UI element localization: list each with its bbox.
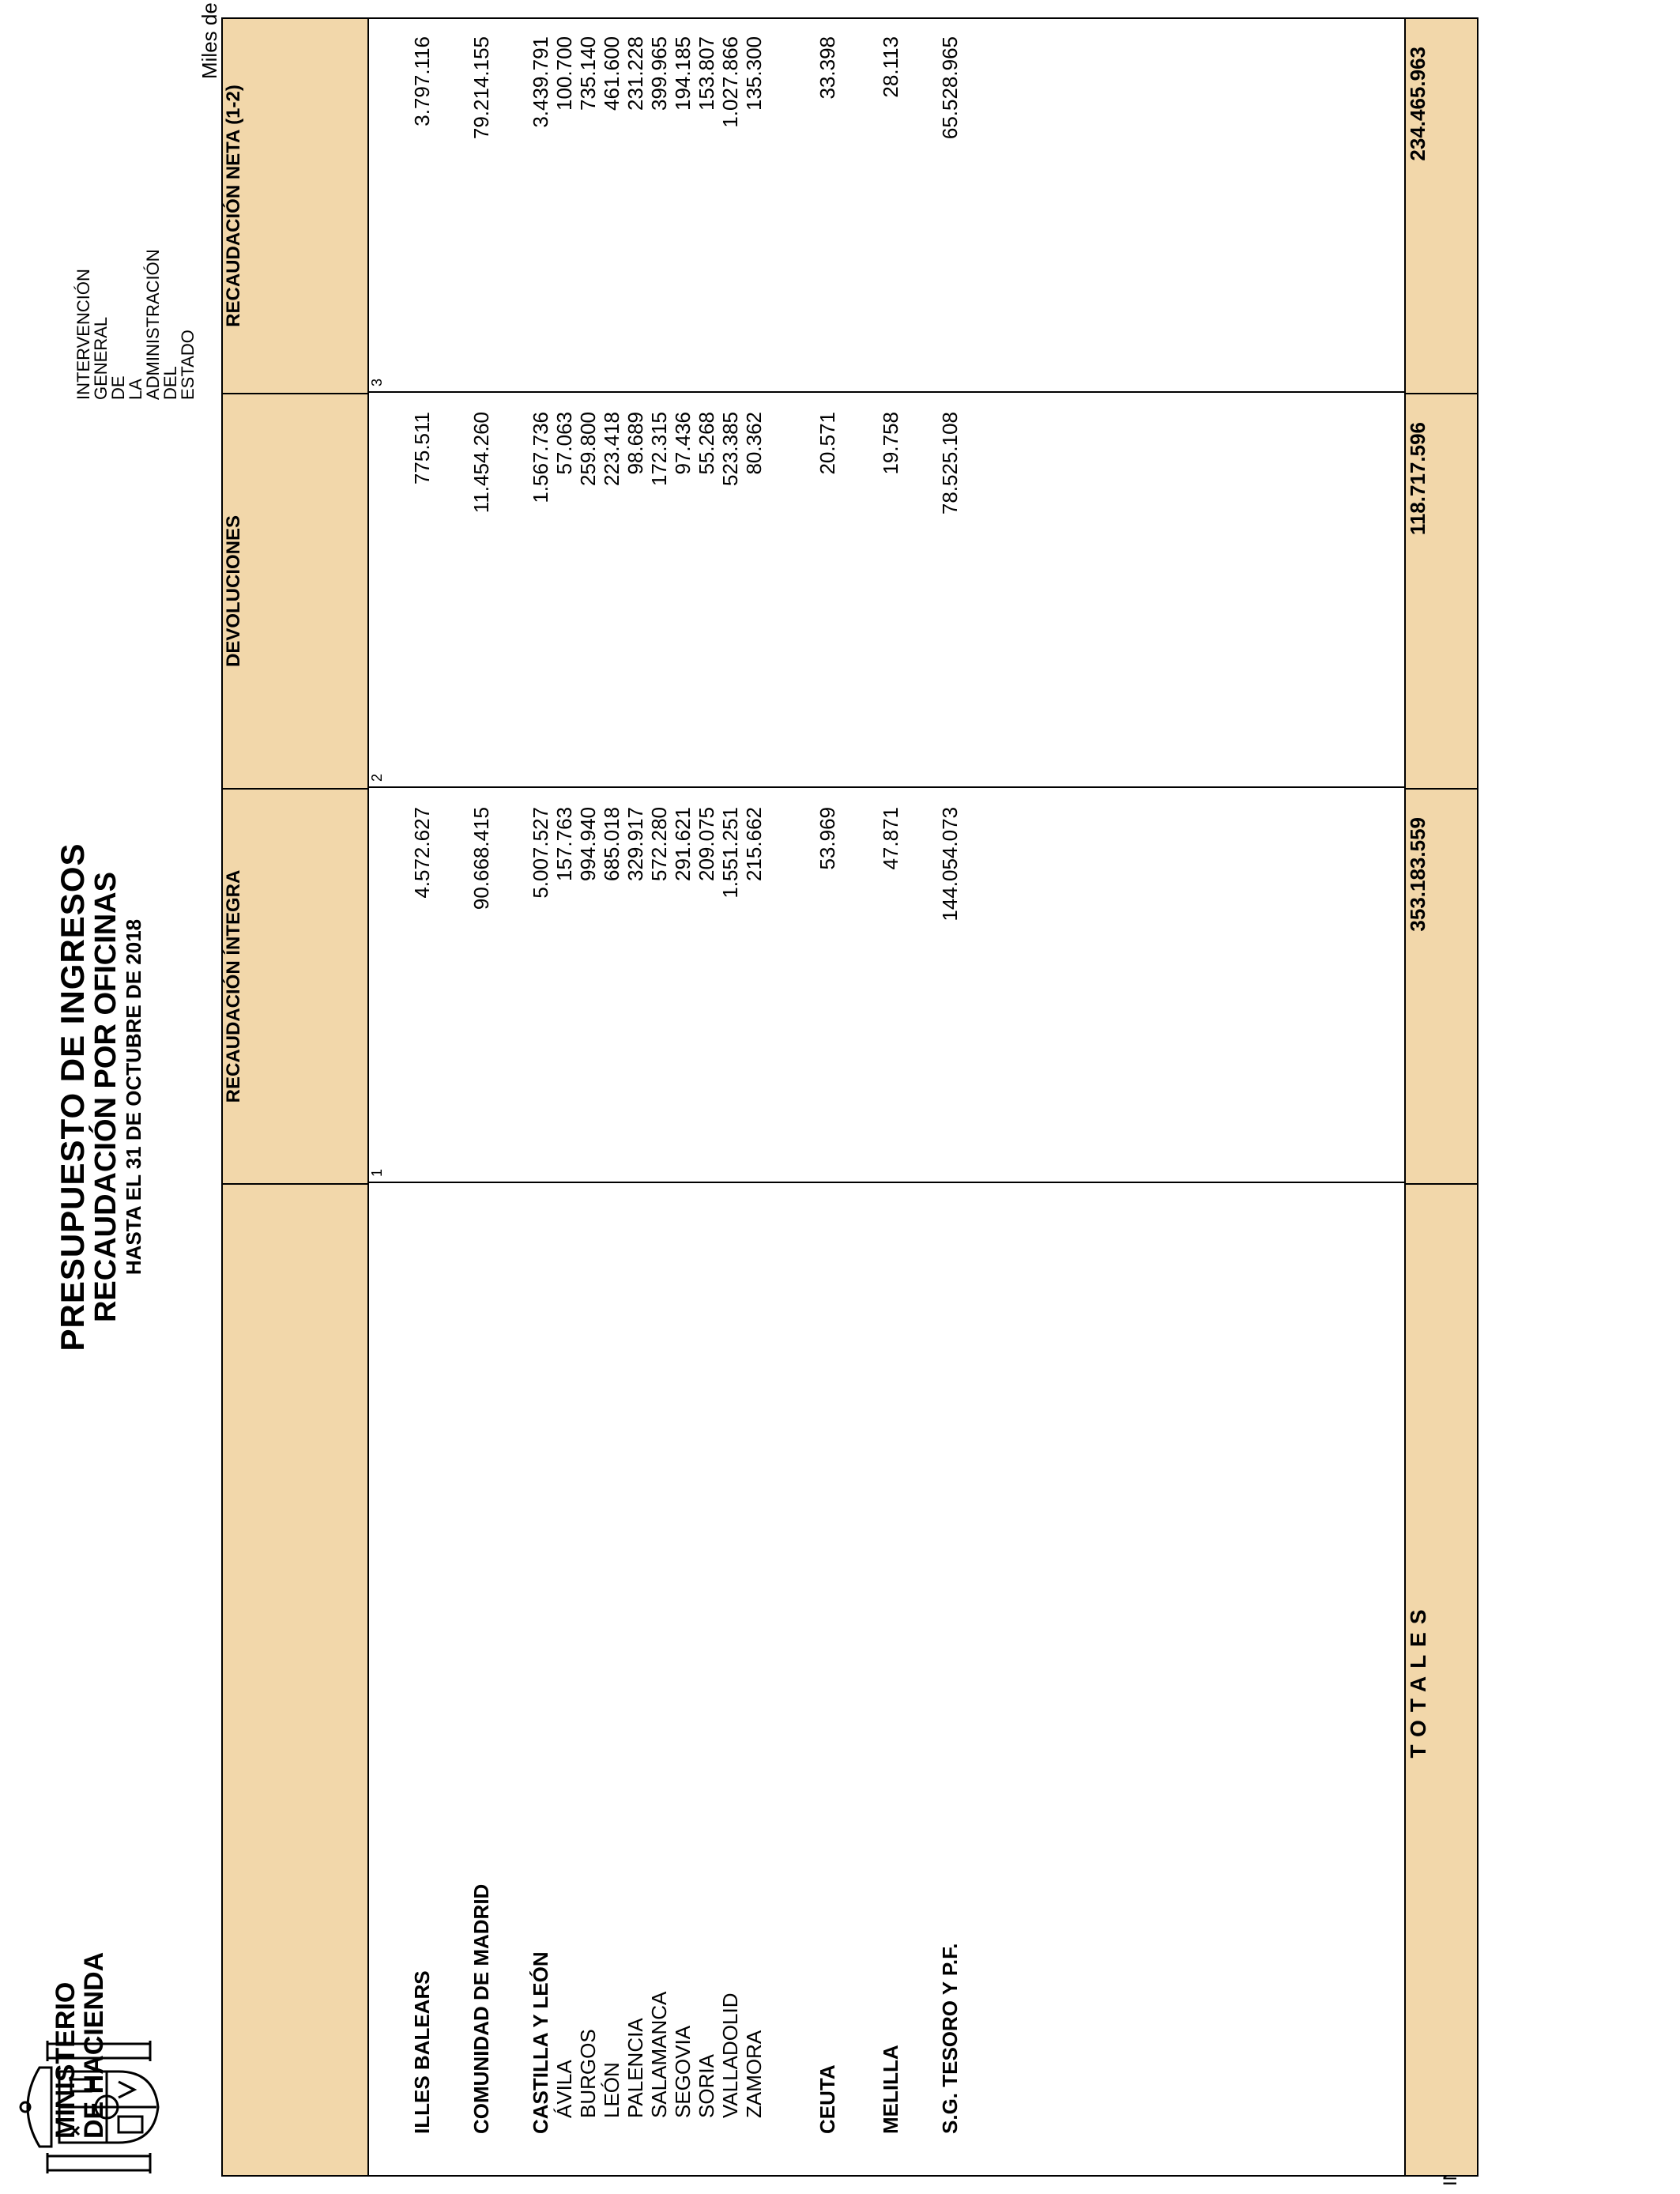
row-integra-value: 572.280 (647, 807, 671, 881)
row-neta-value: 100.700 (552, 36, 576, 111)
row-devoluciones-value: 775.511 (410, 412, 434, 485)
row-neta-value: 194.185 (671, 36, 695, 111)
row-devoluciones-value: 19.758 (879, 412, 902, 475)
table-row (465, 19, 497, 2175)
column-number-3: 3 (369, 378, 385, 386)
ministry-line-2: DE HACIENDA (79, 1951, 109, 2139)
row-neta-value: 28.113 (879, 36, 902, 98)
row-devoluciones-value: 55.268 (695, 412, 718, 475)
row-office-name: SALAMANCA (647, 1991, 671, 2118)
row-neta-value: 735.140 (576, 36, 600, 111)
row-devoluciones-value: 1.567.736 (529, 412, 552, 503)
table-row (934, 19, 966, 2175)
row-integra-value: 291.621 (671, 807, 695, 881)
row-devoluciones-value: 20.571 (816, 412, 839, 475)
row-integra-value: 209.075 (695, 807, 718, 881)
table-row (738, 19, 770, 2175)
row-integra-value: 994.940 (576, 807, 600, 881)
row-office-name: CEUTA (816, 2064, 839, 2134)
row-office-name: VALLADOLID (718, 1992, 742, 2118)
header-office (222, 1184, 368, 2176)
row-devoluciones-value: 172.315 (647, 412, 671, 486)
table-row (812, 19, 843, 2175)
row-office-name: SORIA (695, 2054, 718, 2118)
row-integra-value: 329.917 (623, 807, 647, 881)
row-neta-value: 33.398 (816, 36, 839, 100)
row-devoluciones-value: 97.436 (671, 412, 695, 475)
row-office-name: COMUNIDAD DE MADRID (469, 1883, 493, 2134)
row-neta-value: 461.600 (600, 36, 623, 111)
row-devoluciones-value: 11.454.260 (469, 412, 493, 514)
rotated-page: MINISTERIO DE HACIENDA PRESUPUESTO DE INGRESOS RECAUDACIÓN POR OFICINAS HASTA EL 31 DE OCTUBRE DE 2018 INTERVENCIÓN GENERAL DE LA ADMINISTRACIÓN DEL ESTADO Miles de RECAUDACIÓN ÍNTEGRA DEVOLUCIONES RECAUDACIÓN NETA (1-2) 1 2 3 ILLES BALEARS 4.572.627 775.511 3.797.116 COMUNIDAD DE MADRID 90.668.415 11.454.260 79.214.155 CASTILLA Y LEÓN 5.007.527 1.567.736 3.439.791 ÁVILA 157.763 57.063 100.700 BURGOS 994.940 259.800 735.140 LEÓN 685.018 223.418 461.600 PALENCIA 329.917 98.689 231.228 SALAMANCA 572.280 172.315 399.965 SEGOVIA 291.621 97.436 194.185 SORIA 209.075 55.268 153.807 VALLADOLID 1.551.251 523.385 1.027.866 ZAMORA 215.662 80.362 135.300 CEUTA 53.969 20.571 33.398 MELILLA 47.871 19.758 28.113 S.G. TESORO Y P.F. 144.054.073 78.525.108 65.528.965 TOTALES 353.183.559 118.717.596 234.465.963 (0, 0, 1680, 2194)
row-integra-value: 5.007.527 (529, 807, 552, 899)
column-number-2: 2 (369, 773, 385, 782)
row-devoluciones-value: 98.689 (623, 412, 647, 475)
row-neta-value: 1.027.866 (718, 36, 742, 128)
row-integra-value: 685.018 (600, 807, 623, 881)
row-integra-value: 47.871 (879, 807, 902, 870)
table-row (406, 19, 438, 2175)
row-neta-value: 3.797.116 (410, 36, 434, 126)
row-neta-value: 399.965 (647, 36, 671, 111)
row-office-name: PALENCIA (623, 2018, 647, 2118)
total-neta: 234.465.963 (1405, 18, 1478, 394)
row-devoluciones-value: 523.385 (718, 412, 742, 486)
row-integra-value: 157.763 (552, 807, 576, 881)
row-office-name: CASTILLA Y LEÓN (529, 1951, 552, 2134)
row-integra-value: 144.054.073 (938, 807, 962, 922)
header-recaudacion-neta: RECAUDACIÓN NETA (1-2) (222, 18, 368, 394)
title-line-2: RECAUDACIÓN POR OFICINAS (89, 871, 122, 1323)
table-row (875, 19, 906, 2175)
revenue-table (221, 17, 1478, 2177)
row-office-name: MELILLA (879, 2045, 902, 2134)
totals-row (1405, 18, 1478, 2176)
ministry-line-1: MINISTERIO (51, 1981, 81, 2139)
row-integra-value: 215.662 (742, 807, 766, 881)
row-integra-value: 1.551.251 (718, 807, 742, 899)
totals-label: TOTALES (1405, 1184, 1478, 2176)
header-recaudacion-integra: RECAUDACIÓN ÍNTEGRA (222, 789, 368, 1184)
row-neta-value: 65.528.965 (938, 36, 962, 140)
row-integra-value: 4.572.627 (410, 807, 434, 899)
header-devoluciones: DEVOLUCIONES (222, 394, 368, 789)
row-neta-value: 79.214.155 (469, 36, 493, 140)
row-office-name: BURGOS (576, 2029, 600, 2118)
units-label: Miles de (198, 2, 221, 79)
row-office-name: S.G. TESORO Y P.F. (938, 1943, 962, 2134)
table-header-row (222, 18, 368, 2176)
row-devoluciones-value: 78.525.108 (938, 412, 962, 515)
total-integra: 353.183.559 (1405, 789, 1478, 1184)
row-office-name: ÁVILA (552, 2060, 576, 2118)
row-neta-value: 231.228 (623, 36, 647, 111)
table-body (368, 18, 1405, 2176)
total-devoluciones: 118.717.596 (1405, 394, 1478, 789)
row-devoluciones-value: 223.418 (600, 412, 623, 486)
row-devoluciones-value: 57.063 (552, 412, 576, 475)
row-integra-value: 90.668.415 (469, 807, 493, 910)
row-neta-value: 153.807 (695, 36, 718, 111)
row-devoluciones-value: 80.362 (742, 412, 766, 475)
title-line-1: PRESUPUESTO DE INGRESOS (54, 843, 91, 1351)
row-office-name: ILLES BALEARS (410, 1970, 434, 2134)
row-office-name: LEÓN (600, 2062, 623, 2118)
row-neta-value: 3.439.791 (529, 36, 552, 128)
row-devoluciones-value: 259.800 (576, 412, 600, 486)
title-line-3: HASTA EL 31 DE OCTUBRE DE 2018 (122, 918, 145, 1276)
row-office-name: ZAMORA (742, 2030, 766, 2118)
row-integra-value: 53.969 (816, 807, 839, 870)
row-office-name: SEGOVIA (671, 2025, 695, 2118)
row-neta-value: 135.300 (742, 36, 766, 111)
column-number-1: 1 (369, 1168, 385, 1177)
